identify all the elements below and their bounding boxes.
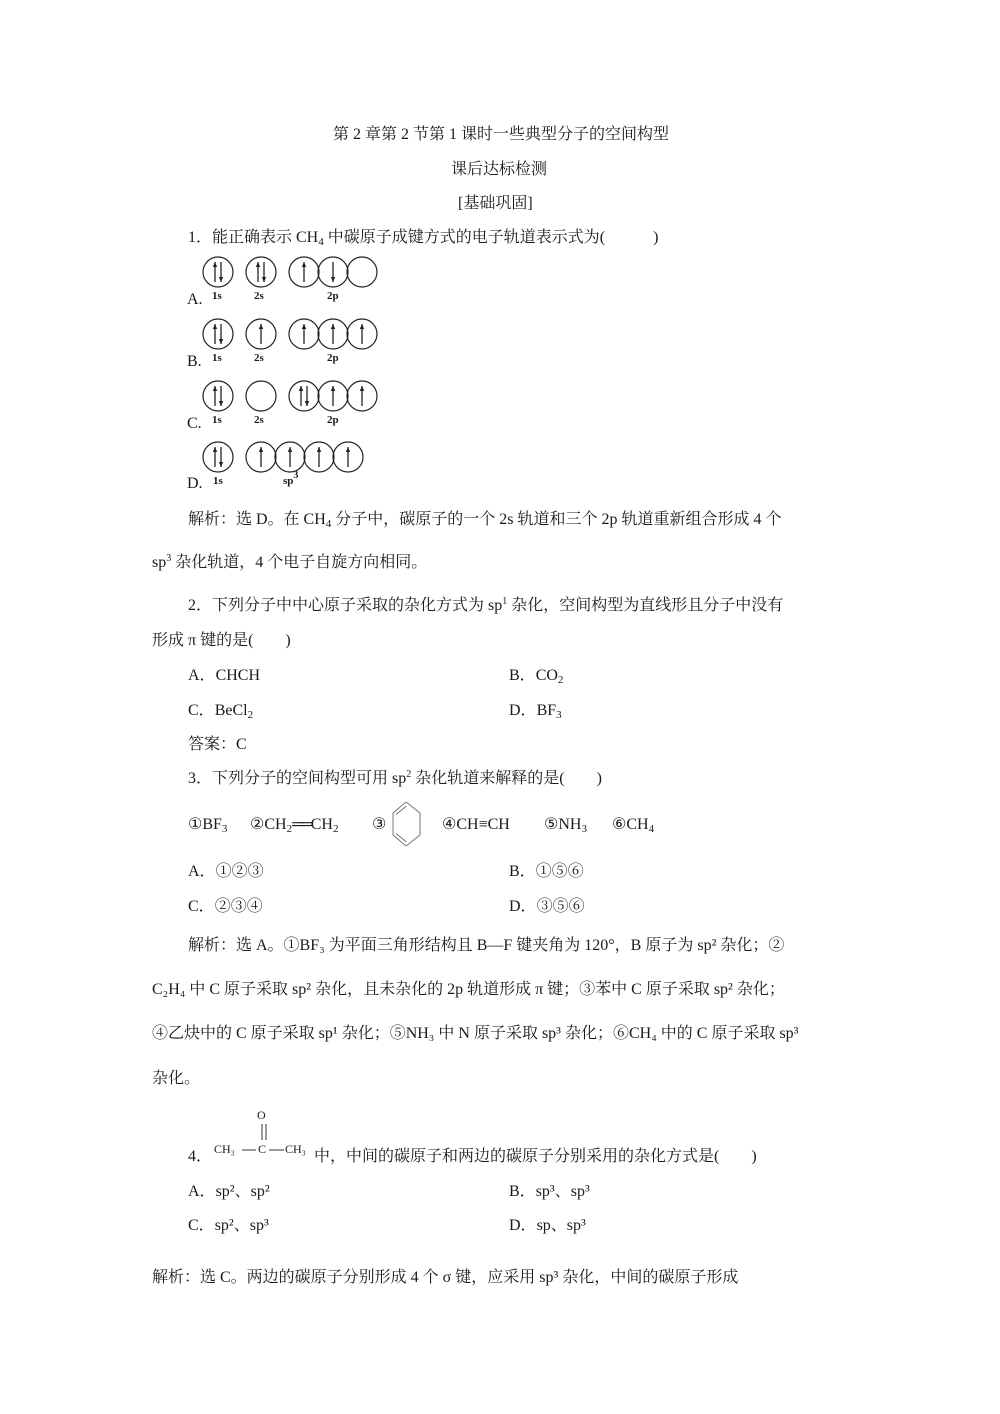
q4-number: 4． [188, 1148, 213, 1165]
arrow-head-icon [262, 277, 266, 282]
structure-right-methyl: CH₃ [285, 1142, 306, 1156]
option-letter: C． [188, 1217, 215, 1234]
q3-analysis-line4: 杂化。 [152, 1070, 201, 1087]
item-text: NH [558, 816, 582, 833]
arrow-head-icon [213, 324, 217, 329]
orbital-box [203, 257, 233, 287]
sub: 3 [581, 823, 587, 835]
option-text: ①②③ [215, 863, 264, 880]
arrow-head-icon [317, 447, 321, 452]
orbital-box [203, 442, 233, 472]
sub: 2 [247, 709, 254, 721]
q3-item-3 [372, 815, 386, 835]
sup: 1 [502, 596, 508, 607]
text: 杂化轨道来解释的是( ) [411, 770, 602, 787]
arrow-head-icon [219, 339, 223, 344]
arrow-head-icon [259, 324, 263, 329]
page-subtitle: 课后达标检测 [451, 161, 548, 178]
orbital-label: $sp^3$ [283, 470, 299, 487]
structure-left-methyl: CH₃ [214, 1142, 235, 1156]
orbital-label: 1s [212, 414, 222, 426]
q1-analysis-line2 [152, 553, 427, 573]
option-letter: B． [509, 1183, 536, 1200]
item-number: ④ [442, 816, 457, 833]
q2-answer: 答案：C [188, 736, 247, 753]
arrow-head-icon [346, 447, 350, 452]
arrow-head-icon [213, 447, 217, 452]
arrow-head-icon [360, 386, 364, 391]
text: sp [152, 554, 167, 571]
arrow-head-icon [219, 462, 223, 467]
option-letter: A． [188, 1183, 216, 1200]
arrow-head-icon [331, 324, 335, 329]
orbital-label: 1s [212, 290, 222, 302]
q3-option-d[interactable] [509, 897, 585, 917]
q3-item-5 [544, 815, 587, 835]
q3-analysis-line3: ④乙炔中的 C 原子采取 sp¹ 杂化；⑤NH₃ 中 N 原子采取 sp³ 杂化；⑥CH₄ 中的 C 原子采取 sp³ [152, 1025, 799, 1042]
item-text: CH [626, 816, 649, 833]
option-letter: D． [509, 1217, 537, 1234]
orbital-box [289, 381, 319, 411]
q3-item-1 [188, 815, 227, 835]
orbital-label: 2s [254, 352, 264, 364]
q1-stem-sub: 4 [318, 236, 324, 248]
arrow-head-icon [256, 262, 260, 267]
arrow-head-icon [299, 386, 303, 391]
arrow-head-icon [259, 447, 263, 452]
item-number: ③ [372, 816, 387, 833]
benzene-ring-icon [392, 801, 432, 849]
option-letter: D. [187, 475, 203, 492]
arrow-head-icon [302, 262, 306, 267]
structure-oxygen: O [257, 1108, 266, 1122]
option-text: sp²、sp³ [214, 1217, 269, 1234]
item-text: BF [202, 816, 222, 833]
orbital-label: 1s [212, 352, 222, 364]
text: 2．下列分子中中心原子采取的杂化方式为 sp [188, 597, 503, 614]
q4-option-c[interactable] [188, 1216, 269, 1236]
sub: 4 [325, 518, 332, 530]
item-number: ① [188, 816, 203, 833]
page-title: 第 2 章第 2 节第 1 课时一些典型分子的空间构型 [333, 126, 670, 143]
q3-option-c[interactable] [188, 897, 263, 917]
sup: 3 [293, 470, 299, 481]
sup: 3 [166, 553, 172, 564]
option-letter: B. [187, 353, 202, 370]
text: 杂化轨道，4 个电子自旋方向相同。 [171, 554, 428, 571]
orbital-box [347, 257, 377, 287]
arrow-head-icon [331, 386, 335, 391]
q3-analysis-line2: C₂H₄ 中 C 原子采取 sp² 杂化，且未杂化的 2p 轨道形成 π 键；③苯中 C 原子采取 sp² 杂化； [152, 981, 785, 998]
arrow-head-icon [331, 277, 335, 282]
q3-item-4 [442, 815, 510, 835]
section-heading: [基础巩固] [458, 195, 533, 212]
sub: 2 [557, 674, 564, 686]
option-text: ①⑤⑥ [535, 863, 584, 880]
option-letter: D． [509, 898, 537, 915]
option-letter: A． [188, 863, 216, 880]
q1-analysis-line1 [188, 510, 782, 530]
orbital-box [246, 381, 276, 411]
item-number: ⑤ [544, 816, 559, 833]
option-text: sp²、sp² [215, 1183, 270, 1200]
q4-option-a[interactable] [188, 1182, 270, 1202]
q2-option-a[interactable] [188, 666, 260, 686]
item-number: ② [250, 816, 265, 833]
text: 分子中，碳原子的一个 2s 轨道和三个 2p 轨道重新组合形成 4 个 [331, 511, 782, 528]
arrow-head-icon [360, 324, 364, 329]
orbital-box [246, 257, 276, 287]
text: 解析：选 D。在 CH [188, 511, 326, 528]
option-letter: A． [188, 667, 216, 684]
arrow-head-icon [219, 277, 223, 282]
option-letter: C． [188, 898, 215, 915]
orbital-diagram [0, 255, 400, 295]
orbital-box [203, 381, 233, 411]
option-text: sp、sp³ [536, 1217, 586, 1234]
item-text: $CH_2══CH_2$ [264, 816, 339, 835]
double-bond-icon [259, 1124, 269, 1142]
arrow-head-icon [302, 324, 306, 329]
sup: 2 [406, 769, 412, 780]
q3-item-6 [612, 815, 654, 835]
option-letter: B． [509, 667, 536, 684]
q1-stem-text: 1．能正确表示 CH [188, 229, 319, 246]
option-letter: A. [187, 291, 203, 308]
option-text: CO [535, 667, 558, 684]
q2-stem-line2: 形成 π 键的是( ) [152, 632, 291, 649]
text: 杂化，空间构型为直线形且分子中没有 [507, 597, 784, 614]
orbital-diagram [0, 379, 400, 419]
arrow-head-icon [305, 401, 309, 406]
orbital-label: 2s [254, 414, 264, 426]
arrow-head-icon [219, 401, 223, 406]
q3-option-b[interactable] [509, 862, 584, 882]
option-letter: C. [187, 415, 202, 432]
q4-option-d[interactable] [509, 1216, 586, 1236]
sub: 3 [221, 823, 228, 835]
orbital-diagram [0, 317, 400, 357]
option-letter: D． [509, 702, 537, 719]
orbital-diagram [0, 440, 400, 480]
structure-center-carbon: C [258, 1142, 267, 1156]
q2-stem-line1 [188, 596, 783, 616]
orbital-box [203, 319, 233, 349]
orbital-label: 1s [213, 475, 223, 487]
orbital-label: 2p [327, 414, 339, 426]
q4-option-b[interactable] [509, 1182, 590, 1202]
q3-analysis-line1: 解析：选 A。①BF₃ 为平面三角形结构且 B—F 键夹角为 120°，B 原子为 sp² 杂化；② [188, 937, 785, 954]
q3-stem [188, 769, 602, 789]
orbital-label: 2p [327, 290, 339, 302]
q2-option-c[interactable] [188, 701, 253, 721]
arrow-head-icon [213, 386, 217, 391]
q1-stem [188, 228, 658, 248]
item-number: ⑥ [612, 816, 627, 833]
option-text: sp³、sp³ [535, 1183, 590, 1200]
orbital-label: 2s [254, 290, 264, 302]
orbital-label: 2p [327, 352, 339, 364]
option-letter: C． [188, 702, 215, 719]
q4-analysis: 解析：选 C。两边的碳原子分别形成 4 个 σ 键，应采用 sp³ 杂化，中间的碳原子形成 [152, 1269, 739, 1286]
option-text: BeCl [214, 702, 248, 719]
option-text: CHCH [215, 667, 261, 684]
sub: 3 [556, 709, 562, 721]
item-text: CH≡CH [456, 816, 510, 833]
q3-option-a[interactable] [188, 862, 264, 882]
text: 3．下列分子的空间构型可用 sp [188, 770, 407, 787]
option-letter: B． [509, 863, 536, 880]
arrow-head-icon [213, 262, 217, 267]
arrow-head-icon [288, 447, 292, 452]
option-text: ②③④ [214, 898, 263, 915]
q2-option-b[interactable] [509, 666, 563, 686]
q2-option-d[interactable] [509, 701, 562, 721]
q3-item-2 [250, 815, 338, 835]
sub: 4 [648, 823, 655, 835]
option-text: ③⑤⑥ [536, 898, 585, 915]
q4-stem: 中，中间的碳原子和两边的碳原子分别采用的杂化方式是( ) [314, 1148, 757, 1165]
q1-stem-text-2: 中碳原子成键方式的电子轨道表示式为( ) [323, 229, 659, 246]
option-text: BF [536, 702, 557, 719]
